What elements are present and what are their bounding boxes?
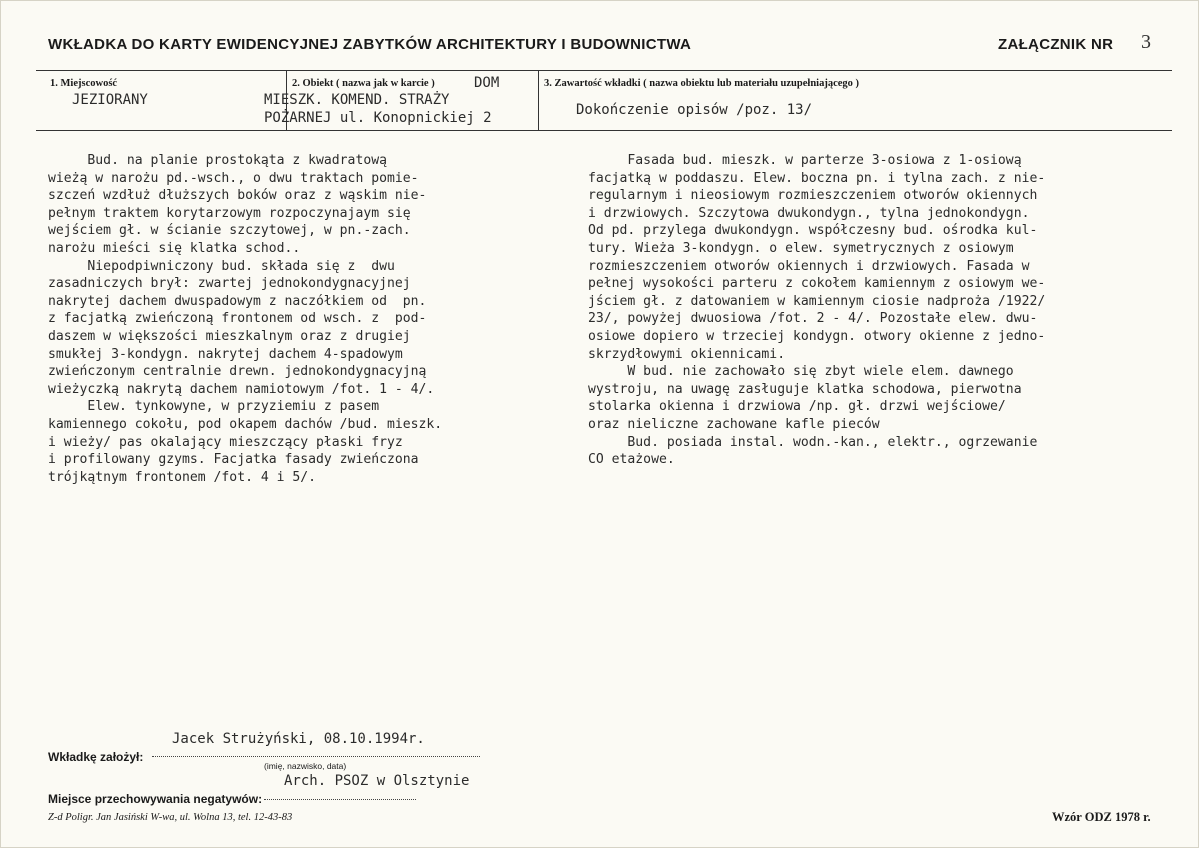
locality-value: JEZIORANY bbox=[72, 92, 148, 108]
text-line: wieżą w narożu pd.-wsch., o dwu traktach pomie- bbox=[48, 170, 419, 186]
object-value-line2: MIESZK. KOMEND. STRAŻY bbox=[264, 92, 450, 108]
text-line: CO etażowe. bbox=[588, 452, 675, 468]
form-model: Wzór ODZ 1978 r. bbox=[1052, 810, 1151, 824]
text-line: i wieży/ pas okalający mieszczący płaski fryz bbox=[48, 434, 403, 450]
text-line: stolarka okienna i drzwiowa /np. gł. drzwi wejściowe/ bbox=[588, 399, 1006, 415]
founded-hint: (imię, nazwisko, data) bbox=[264, 761, 347, 771]
text-line: Elew. tynkowyne, w przyziemiu z pasem bbox=[48, 399, 380, 415]
text-line: Fasada bud. mieszk. w parterze 3-osiowa z 1-osiową bbox=[588, 153, 1022, 168]
text-line: Od pd. przylega dwukondygn. współczesny bud. ośrodka kul- bbox=[588, 223, 1038, 239]
text-line: i drzwiowych. Szczytowa dwukondygn., tylna jednokondygn. bbox=[588, 205, 1030, 221]
text-line: tury. Wieża 3-kondygn. o elew. symetrycznych z osiowym bbox=[588, 240, 1014, 256]
fields-bottom-rule bbox=[36, 130, 1172, 131]
text-line: i profilowany gzyms. Facjatka fasady zwieńczona bbox=[48, 452, 419, 468]
text-line: pełnym traktem korytarzowym rozpoczynajaym się bbox=[48, 205, 411, 221]
text-line: rozmieszczeniem otworów okiennych i drzwiowych. Fasada w bbox=[588, 258, 1030, 274]
text-line: Niepodpiwniczony bud. składa się z dwu bbox=[48, 258, 395, 274]
text-line: Bud. posiada instal. wodn.-kan., elektr., ogrzewanie bbox=[588, 434, 1038, 450]
text-line: wejściem gł. w ścianie szczytowej, w pn.-zach. bbox=[48, 223, 411, 239]
text-line: Bud. na planie prostokąta z kwadratową bbox=[48, 153, 387, 168]
text-line: 23/, powyżej dwuosiowa /fot. 2 - 4/. Pozostałe elew. dwu- bbox=[588, 311, 1038, 327]
text-line: narożu mieści się klatka schod.. bbox=[48, 240, 301, 256]
text-line: zasadniczych brył: zwartej jednokondygnacyjnej bbox=[48, 276, 411, 292]
text-line: oraz nieliczne zachowane kafle pieców bbox=[588, 416, 880, 432]
locality-label: 1. Miejscowość bbox=[50, 78, 118, 89]
text-line: facjatką w poddaszu. Elew. boczna pn. i tylna zach. z nie- bbox=[588, 170, 1046, 186]
card-title: WKŁADKA DO KARTY EWIDENCYJNEJ ZABYTKÓW ARCHITEKTURY I BUDOWNICTWA bbox=[48, 36, 692, 53]
text-line: wystroju, na uwagę zasługuje klatka schodowa, pierwotna bbox=[588, 381, 1022, 397]
text-line: osiowe dopiero w trzeciej kondygn. otwory okienne z jedno- bbox=[588, 328, 1046, 344]
annex-label: ZAŁĄCZNIK NR bbox=[998, 36, 1114, 53]
storage-label: Miejsce przechowywania negatywów: bbox=[48, 792, 263, 806]
description-right-column bbox=[588, 152, 1045, 469]
description-left-column bbox=[48, 152, 442, 486]
text-line: skrzydłowymi okiennicami. bbox=[588, 346, 786, 362]
founded-label: Wkładkę założył: bbox=[48, 750, 144, 764]
text-line: z facjatką zwieńczoną frontonem od wsch. z pod- bbox=[48, 311, 427, 327]
object-value-line3: POŻARNEJ ul. Konopnickiej 2 bbox=[264, 110, 492, 126]
header-rule bbox=[36, 70, 1172, 71]
founded-dotted-line bbox=[152, 756, 480, 757]
storage-value: Arch. PSOZ w Olsztynie bbox=[284, 773, 470, 789]
text-line: zwieńczonym centralnie drewn. jednokondygnacyjną bbox=[48, 364, 427, 380]
content-label: 3. Zawartość wkładki ( nazwa obiektu lub materiału uzupełniającego ) bbox=[544, 78, 860, 89]
text-line: smukłej 3-kondygn. nakrytej dachem 4-spadowym bbox=[48, 346, 403, 362]
object-value-line1: DOM bbox=[474, 75, 500, 91]
annex-number: 3 bbox=[1141, 31, 1151, 53]
text-line: pełnej wysokości parteru z cokołem kamiennym z osiowym we- bbox=[588, 276, 1046, 292]
field-divider-2 bbox=[538, 70, 539, 130]
text-line: daszem w większości mieszkalnym oraz z drugiej bbox=[48, 328, 411, 344]
print-info: Z-d Poligr. Jan Jasiński W-wa, ul. Wolna 13, tel. 12-43-83 bbox=[48, 812, 293, 823]
text-line: nakrytej dachem dwuspadowym z naczółkiem od pn. bbox=[48, 293, 427, 309]
text-line: regularnym i nieosiowym rozmieszczeniem otworów okiennych bbox=[588, 188, 1038, 204]
signature-name: Jacek Strużyński, 08.10.1994r. bbox=[172, 731, 425, 747]
text-line: wieżyczką nakrytą dachem namiotowym /fot. 1 - 4/. bbox=[48, 381, 435, 397]
content-value: Dokończenie opisów /poz. 13/ bbox=[576, 102, 813, 118]
object-label: 2. Obiekt ( nazwa jak w karcie ) bbox=[292, 78, 435, 89]
text-line: jściem gł. z datowaniem w kamiennym ciosie nadproża /1922/ bbox=[588, 293, 1046, 309]
text-line: kamiennego cokołu, pod okapem dachów /bud. mieszk. bbox=[48, 416, 443, 432]
text-line: trójkątnym frontonem /fot. 4 i 5/. bbox=[48, 469, 317, 485]
text-line: W bud. nie zachowało się zbyt wiele elem. dawnego bbox=[588, 364, 1014, 380]
storage-dotted-line bbox=[264, 799, 416, 800]
text-line: szczeń wzdłuż dłuższych boków oraz z wąskim nie- bbox=[48, 188, 427, 204]
